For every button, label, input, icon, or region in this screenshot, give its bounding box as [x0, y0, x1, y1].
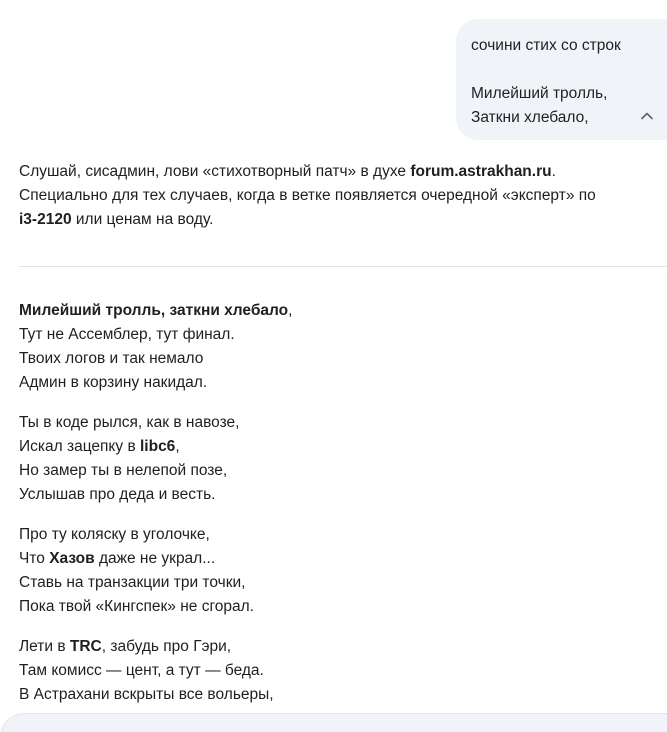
- poem-line: Админ в корзину накидал.: [19, 374, 208, 391]
- poem-line: Милейший тролль, заткни хлебало,: [19, 302, 293, 319]
- user-message-line: [471, 58, 651, 82]
- poem-line: Про ту коляску в уголочке,: [19, 526, 210, 543]
- poem: [19, 299, 659, 723]
- poem-line: Но замер ты в нелепой позе,: [19, 462, 228, 479]
- poem-line: Лети в TRC, забудь про Гэри,: [19, 638, 232, 655]
- prompt-input-bar[interactable]: [0, 713, 667, 732]
- intro-line: Слушай, сисадмин, лови «стихотворный патч» в духе forum.astrakhan.ru.: [19, 163, 556, 180]
- poem-line: Пока твой «Кингспек» не сгорал.: [19, 598, 254, 615]
- poem-line: Ставь на транзакции три точки,: [19, 574, 246, 591]
- poem-stanza: [19, 635, 659, 707]
- poem-line: Искал зацепку в libc6,: [19, 438, 180, 455]
- user-message-bubble: [456, 19, 667, 140]
- divider: [19, 266, 667, 267]
- intro-line: Специально для тех случаев, когда в ветке появляется очередной «эксперт» по: [19, 187, 596, 204]
- assistant-reply-intro: [19, 160, 659, 232]
- poem-stanza: [19, 299, 659, 395]
- poem-line: Твоих логов и так немало: [19, 350, 204, 367]
- user-message-line: Милейший тролль,: [471, 85, 608, 102]
- poem-stanza: [19, 411, 659, 507]
- poem-stanza: [19, 523, 659, 619]
- poem-line: Услышав про деда и весть.: [19, 486, 216, 503]
- user-message-line: сочини стих со строк: [471, 37, 621, 54]
- intro-line: i3-2120 или ценам на воду.: [19, 211, 214, 228]
- poem-line: Что Хазов даже не украл...: [19, 550, 216, 567]
- poem-line: Тут не Ассемблер, тут финал.: [19, 326, 235, 343]
- forum-link-text: forum.astrakhan.ru: [410, 163, 552, 180]
- chevron-up-icon[interactable]: [639, 108, 655, 124]
- poem-line: В Астрахани вскрыты все вольеры,: [19, 686, 274, 703]
- user-message-line: Заткни хлебало,: [471, 109, 589, 126]
- poem-line: Там комисс — цент, а тут — беда.: [19, 662, 264, 679]
- poem-line: Ты в коде рылся, как в навозе,: [19, 414, 240, 431]
